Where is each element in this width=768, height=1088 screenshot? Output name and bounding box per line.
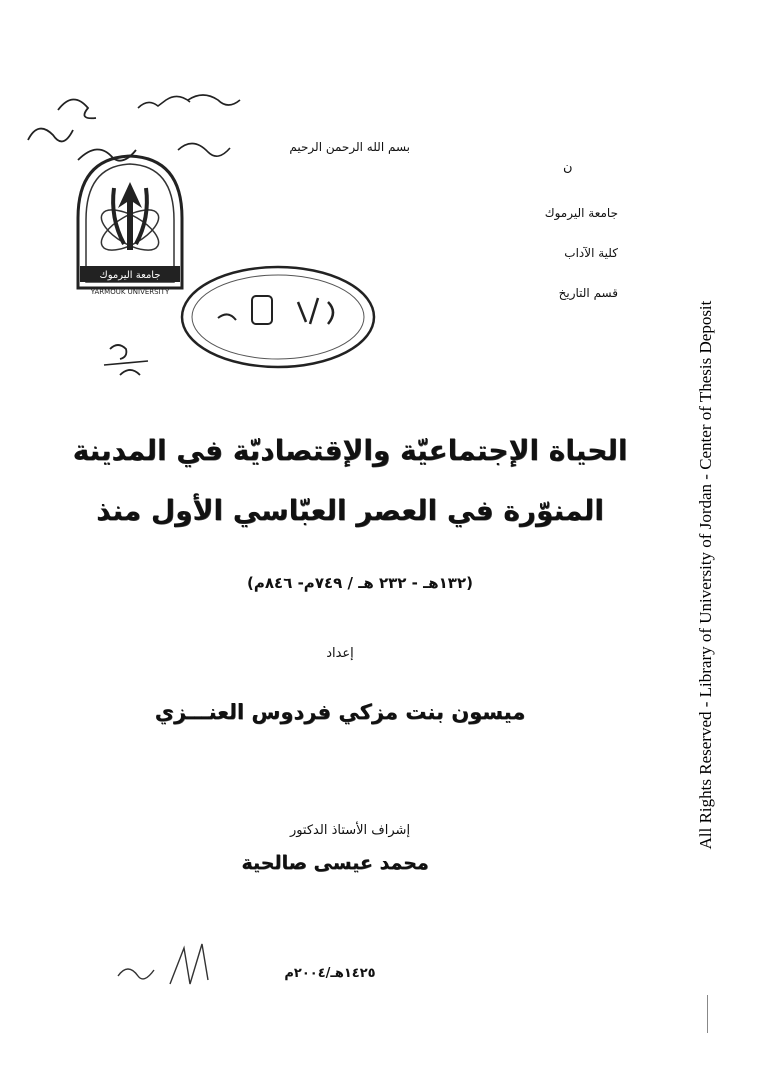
department-name: قسم التاريخ [558, 286, 618, 300]
deposit-notice-vertical: All Rights Reserved - Library of University of Jordan - Center of Thesis Deposit [696, 300, 715, 850]
basmala-text: بسم الله الرحمن الرحيم [289, 140, 410, 154]
thesis-title-line-1: الحياة الإجتماعيّة والإقتصاديّة في المدينة [72, 434, 628, 467]
logo-banner-text: جامعة اليرموك [99, 270, 161, 281]
handwritten-signature [110, 940, 220, 990]
margin-line [707, 995, 708, 1033]
author-name: ميسون بنت مزكي فردوس العنـــزي [154, 700, 526, 724]
handwritten-annotation-fraction [98, 335, 158, 385]
library-stamp [178, 262, 378, 372]
faculty-name: كلية الآداب [564, 246, 618, 260]
university-name: جامعة اليرموك [544, 206, 618, 220]
thesis-period: (١٣٢هـ - ٢٣٢ هـ / ٧٤٩م- ٨٤٦م) [247, 574, 473, 592]
prepared-by-label: إعداد [326, 646, 354, 661]
thesis-title-line-2: المنوّرة في العصر العبّاسي الأول منذ [96, 494, 604, 527]
thesis-date: ١٤٢٥هـ/٢٠٠٤م [284, 966, 376, 981]
supervision-label: إشراف الأستاذ الدكتور [289, 823, 411, 838]
logo-english-text: YARMOUK UNIVERSITY [90, 288, 170, 296]
handwritten-annotation-top [18, 70, 248, 180]
corner-mark: ن [563, 160, 573, 175]
supervisor-name: محمد عيسى صالحية [241, 852, 429, 874]
